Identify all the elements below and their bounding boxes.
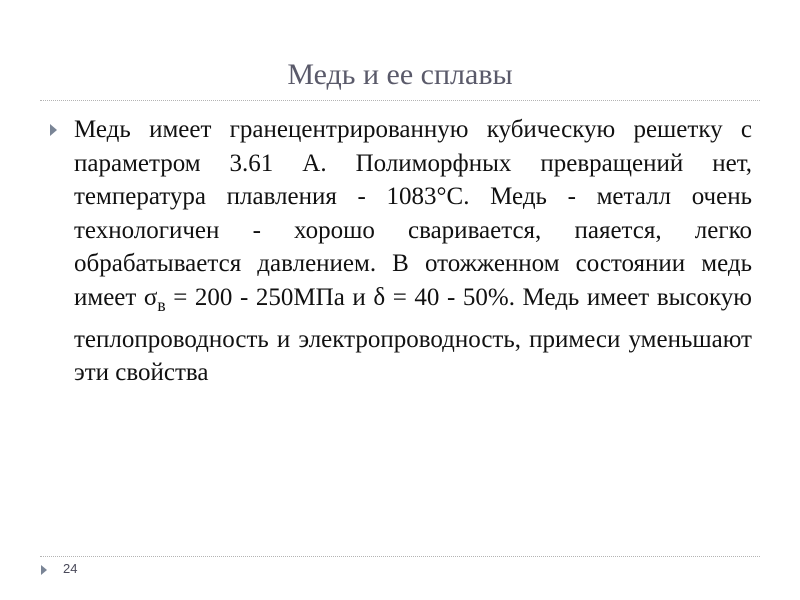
slide-title: Медь и ее сплавы [287, 58, 513, 91]
bullet-triangle-icon [50, 124, 57, 136]
page-number: 24 [63, 561, 78, 576]
footer-divider [40, 556, 760, 557]
sigma-subscript: в [157, 294, 166, 315]
sigma-symbol: σ [143, 283, 158, 311]
bullet-text-part-3: = 40 - 50%. Медь имеет высокую теплопроводность и электропроводность, примеси уменьшают эти свойства [74, 283, 752, 387]
bullet-text [74, 113, 752, 390]
delta-symbol: δ [373, 283, 386, 311]
title-divider [40, 100, 760, 101]
bullet-text-part-2: = 200 - 250МПа и [165, 283, 374, 311]
bullet-text-part-1: Медь имеет гранецентрированную кубическую решетку с параметром 3.61 А. Полиморфных превращений нет, температура плавления - 1083°С. Медь - металл очень технологичен - хорошо сваривается, паяется, легко обрабатывается давлением. В отожженном состоянии медь имеет [74, 116, 752, 311]
footer-triangle-icon [41, 565, 47, 575]
